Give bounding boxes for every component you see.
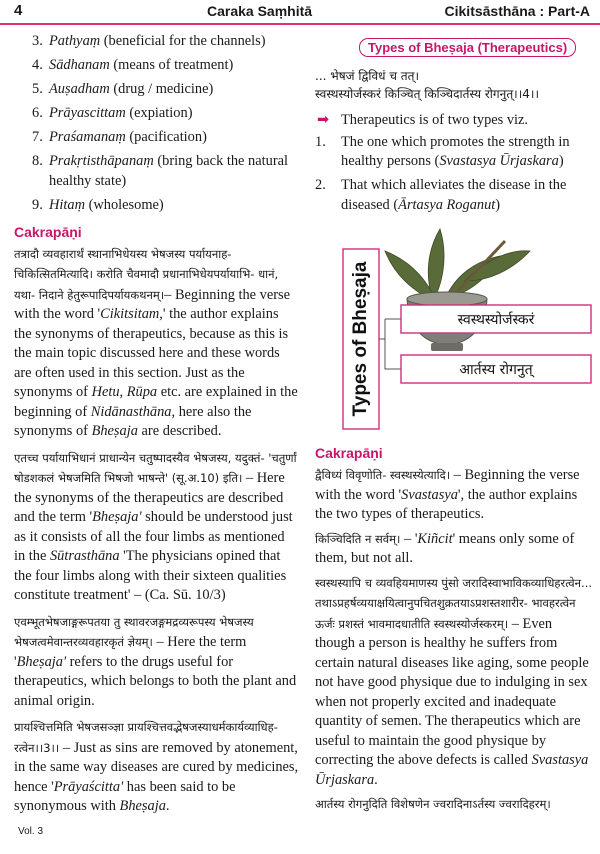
commentary-paragraph: प्रायश्चित्तमिति भेषजसञ्ज्ञा प्रायश्चित्तवद्भेषजस्याधर्मकार्यव्याधिह- रत्वेन।।3।। – Just as sins are removed by atonement, in the same way diseases are cured by medicines, hence 'Prāyaścitta' has been said to be synonymous with Bheṣaja.: [14, 720, 299, 815]
synonym-list: [14, 32, 299, 216]
right-column: [315, 32, 593, 814]
commentary-paragraph: एवम्भूतभेषजाङ्गरूपतया तु स्थावरजङ्गमद्रव्यरूपस्य भेषजस्य भेषजत्वमेवान्तरव्यवहारकृतं ज्ञेयम्। – Here the term 'Bheṣaja' refers to the drugs useful for therapeutics, which belongs to both the plant and animal origin.: [14, 614, 297, 709]
list-item: 2. That which alleviates the disease in the diseased (Ārtasya Roganut): [315, 177, 567, 213]
sanskrit-text: आर्तस्य रोगनुदिति विशेषणेन ज्वरादिनाऽर्तस्य ज्वरादिहरम्।: [315, 797, 551, 812]
type-label: स्वस्थस्योर्जस्करं: [457, 312, 535, 329]
commentary-paragraph: द्वैविध्यं विवृणोति- स्वस्थस्येत्यादि। – Beginning the verse with the word 'Svastasya', the author explains the two types of therapeutics.: [315, 467, 580, 523]
sanskrit-text: एवम्भूतभेषजाङ्गरूपतया तु स्थावरजङ्गमद्रव्यरूपस्य भेषजस्य भेषजत्वमेवान्तरव्यवहारकृतं ज्ञेयम्।: [14, 614, 254, 650]
sanskrit-text: तत्रादौ व्यवहारार्थं स्थानाभिधेयस्य भेषजस्य पर्यायनाह- चिकित्सितमित्यादि। करोति चैवमादौ प्रधानाभिधेयपर्यायाभि- धानं, यथा- निदाने हेतुरूपादिपर्यायकथनम्।: [14, 246, 279, 302]
mortar-herb-illustration: [315, 221, 593, 443]
list-item: 8. Prakṛtisthāpanaṃ (bring back the natural healthy state): [32, 153, 288, 189]
left-column: [14, 32, 299, 817]
volume-footer: Vol. 3: [18, 826, 44, 837]
types-diagram: [315, 221, 593, 443]
list-item: 5. Auṣadham (drug / medicine): [32, 81, 214, 98]
sanskrit-verse-line: ... भेषजं द्विविधं च तत्।: [315, 69, 419, 83]
sanskrit-text: द्वैविध्यं विवृणोति- स्वस्थस्येत्यादि।: [315, 468, 451, 483]
types-list: [315, 133, 593, 216]
book-title: Caraka Saṃhitā: [207, 3, 313, 19]
list-item: 4. Sādhanam (means of treatment): [32, 57, 234, 74]
arrow-icon: ➡: [317, 112, 330, 128]
sanskrit-text: किञ्चिदिति न सर्वम्।: [315, 531, 401, 546]
list-item: 9. Hitaṃ (wholesome): [32, 197, 164, 214]
sanskrit-text: प्रायश्चित्तमिति भेषजसञ्ज्ञा प्रायश्चित्तवद्भेषजस्याधर्मकार्यव्याधिह- रत्वेन।।3।।: [14, 720, 278, 755]
sanskrit-text: स्वस्थस्यापि च व्यवहियमाणस्य पुंसो जरादिस्वाभाविकव्याधिहरत्वेन... तथाऽप्रहर्षव्ययाक्षयित्वानुपचितशुक्रतयाऽप्रशस्तशारीर- भावहरत्वेन ऊर्जः प्रशस्तं भावमादधातीति स्वस्थस्योर्जस्करम्।: [315, 575, 593, 631]
list-item: 1. The one which promotes the strength in healthy persons (Svastasya Ūrjaskara): [315, 133, 570, 169]
section-title: Cikitsāsthāna : Part-A: [444, 3, 590, 19]
commentary-paragraph: तत्रादौ व्यवहारार्थं स्थानाभिधेयस्य भेषजस्य पर्यायनाह- चिकित्सितमित्यादि। करोति चैवमादौ प्रधानाभिधेयपर्यायाभि- धानं, यथा- निदाने हेतुरूपादिपर्यायकथनम्।– Beginning the verse with the word 'Cikitsitam,' the author explains the synonyms of therapeutics, because as this is the main topic discussed here and these words are often used in this section. Just as the synonyms of Hetu, Rūpa etc. are explained in the beginning of Nidānasthāna, here also the synonyms of Bheṣaja are described.: [14, 246, 298, 440]
page-header: [0, 0, 600, 30]
commentary-paragraph: स्वस्थस्यापि च व्यवहियमाणस्य पुंसो जरादिस्वाभाविकव्याधिहरत्वेन... तथाऽप्रहर्षव्ययाक्षयित्वानुपचितशुक्रतयाऽप्रशस्तशारीर- भावहरत्वेन ऊर्जः प्रशस्तं भावमादधातीति स्वस्थस्योर्जस्करम्। – Even though a person is healthy he suffers from certain natural diseases like aging, some people not have good physique due to indulging in sex when not properly excited and inadequate quantity of semen. The therapeutics which are useful to maintain the good physique by correcting the above defects is called Svastasya Ūrjaskara.: [315, 575, 593, 788]
commentator-heading: Cakrapāṇi: [14, 223, 82, 240]
page-number: 4: [14, 2, 23, 19]
commentator-heading: Cakrapāṇi: [315, 445, 383, 462]
header-rule: [0, 23, 600, 25]
commentary-paragraph: एतच्च पर्यायाभिधानं प्राधान्येन चतुष्पादस्यैव भेषजस्य, यदुक्तं- 'चतुर्णां षोडशकलं भेषजमिति भिषजो भाषन्ते' (सू.अ.10) इति। – Here the synonyms of the therapeutics are described and the term 'Bheṣaja' should be understood just as it consists of all the four limbs as mentioned in the Sūtrasthāna 'The physicians opined that the four limbs along with their sixteen qualities constitute treatment' – (Ca. Sū. 10/3): [14, 450, 297, 604]
section-title-box: Types of Bheṣaja (Therapeutics): [359, 38, 576, 57]
list-item: 6. Prāyascittam (expiation): [32, 105, 193, 122]
list-item: 3. Pathyaṃ (beneficial for the channels): [32, 33, 266, 49]
vertical-label: Types of Bheṣaja: [350, 261, 372, 417]
list-item: 7. Praśamanaṃ (pacification): [32, 129, 207, 146]
type-label: आर्तस्य रोगनुत्: [459, 362, 533, 379]
sanskrit-verse-line: स्वस्थस्योर्जस्करं किञ्चित् किञ्चिदार्तस्य रोगनुत्।।4।।: [315, 87, 539, 101]
sanskrit-text: एतच्च पर्यायाभिधानं प्राधान्येन चतुष्पादस्यैव भेषजस्य, यदुक्तं- 'चतुर्णां षोडशकलं भेषजमिति भिषजो भाषन्ते' (सू.अ.10) इति।: [14, 450, 297, 486]
bullet-point: ➡ Therapeutics is of two types viz.: [315, 111, 593, 131]
commentary-paragraph: किञ्चिदिति न सर्वम्। – 'Kiñcit' means only some of them, but not all.: [315, 530, 575, 567]
